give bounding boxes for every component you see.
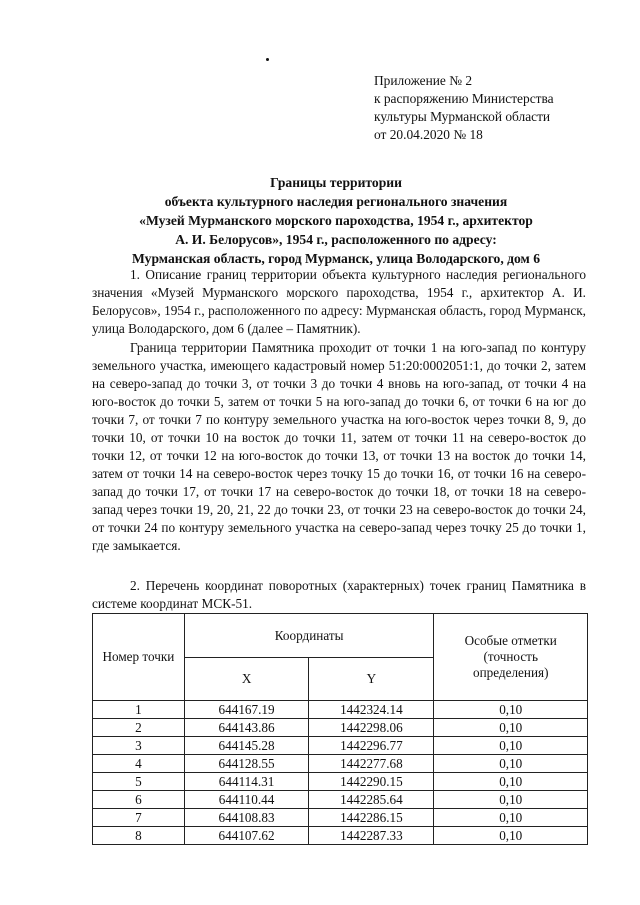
cell-point-number: 7 <box>93 809 185 827</box>
appendix-header <box>374 72 614 144</box>
title-line: Мурманская область, город Мурманск, улица Володарского, дом 6 <box>132 251 540 266</box>
paragraph-coordinates-list-intro: 2. Перечень координат поворотных (характерных) точек границ Памятника в системе координат МСК-51. <box>92 578 586 611</box>
cell-x: 644110.44 <box>184 791 309 809</box>
table-row <box>93 737 588 755</box>
scan-speck <box>266 58 269 61</box>
cell-note: 0,10 <box>434 809 588 827</box>
cell-x: 644108.83 <box>184 809 309 827</box>
cell-y: 1442296.77 <box>309 737 434 755</box>
appendix-line: от 20.04.2020 № 18 <box>374 127 483 142</box>
coordinates-table <box>92 613 588 845</box>
cell-note: 0,10 <box>434 755 588 773</box>
paragraph-boundary-route: Граница территории Памятника проходит от точки 1 на юго-запад по контуру земельного участка, имеющего кадастровый номер 51:20:0002051:1, до точки 2, затем на северо-запад до точки 3, от точки 3 до точки 4 вновь на юго-запад, от точки 4 на юго-восток до точки 5, затем от точки 5 на юго-запад до точки 6, от точки 6 на юг до точки 7, от точки 7 по контуру земельного участка на юго-восток через точки 8, 9, до точки 10, от точки 10 на восток до точки 11, затем от точки 11 на северо-восток до точки 12, от точки 12 на юго-восток до точки 13, от точки 13 на восток до точки 14, затем от точки 14 на северо-восток через точку 15 до точки 16, от точки 16 на северо-запад до точки 17, от точки 17 на северо-восток до точки 18, от точки 18 на северо-запад через точки 19, 20, 21, 22 до точки 23, от точки 23 на северо-восток до точки 24, от точки 24 по контуру земельного участка на северо-запад через точку 25 до точки 1, где замыкается. <box>92 340 586 553</box>
table-row <box>93 773 588 791</box>
table-row <box>93 701 588 719</box>
document-title <box>60 173 612 268</box>
cell-x: 644128.55 <box>184 755 309 773</box>
paragraph-boundary-description-intro: 1. Описание границ территории объекта культурного наследия регионального значения «Музей Мурманского морского пароходства, 1954 г., архитектор А. И. Белорусов», 1954 г., расположенного по адресу: Мурманская область, город Мурманск, улица Володарского, дом 6 (далее – Памятник). <box>92 267 586 336</box>
appendix-line: Приложение № 2 <box>374 73 473 88</box>
cell-point-number: 2 <box>93 719 185 737</box>
cell-x: 644167.19 <box>184 701 309 719</box>
appendix-line: к распоряжению Министерства <box>374 91 554 106</box>
cell-x: 644114.31 <box>184 773 309 791</box>
cell-point-number: 5 <box>93 773 185 791</box>
header-coordinates: Координаты <box>184 614 434 658</box>
cell-y: 1442286.15 <box>309 809 434 827</box>
header-y: Y <box>309 658 434 701</box>
cell-point-number: 8 <box>93 827 185 845</box>
cell-note: 0,10 <box>434 791 588 809</box>
cell-point-number: 3 <box>93 737 185 755</box>
header-point-number: Номер точки <box>93 614 185 701</box>
cell-x: 644145.28 <box>184 737 309 755</box>
table-row <box>93 827 588 845</box>
cell-x: 644143.86 <box>184 719 309 737</box>
title-line: объекта культурного наследия регионального значения <box>164 194 508 209</box>
cell-note: 0,10 <box>434 701 588 719</box>
cell-x: 644107.62 <box>184 827 309 845</box>
cell-point-number: 6 <box>93 791 185 809</box>
cell-note: 0,10 <box>434 827 588 845</box>
cell-y: 1442277.68 <box>309 755 434 773</box>
title-line: «Музей Мурманского морского пароходства, 1954 г., архитектор <box>139 213 533 228</box>
cell-y: 1442285.64 <box>309 791 434 809</box>
cell-y: 1442290.15 <box>309 773 434 791</box>
cell-note: 0,10 <box>434 719 588 737</box>
title-line: Границы территории <box>270 175 402 190</box>
cell-y: 1442298.06 <box>309 719 434 737</box>
title-line: А. И. Белорусов», 1954 г., расположенного по адресу: <box>175 232 497 247</box>
cell-y: 1442287.33 <box>309 827 434 845</box>
cell-point-number: 1 <box>93 701 185 719</box>
table-row <box>93 791 588 809</box>
table-row <box>93 719 588 737</box>
cell-note: 0,10 <box>434 773 588 791</box>
appendix-line: культуры Мурманской области <box>374 109 551 124</box>
table-row <box>93 755 588 773</box>
header-x: X <box>184 658 309 701</box>
cell-note: 0,10 <box>434 737 588 755</box>
cell-y: 1442324.14 <box>309 701 434 719</box>
table-row <box>93 809 588 827</box>
cell-point-number: 4 <box>93 755 185 773</box>
header-notes: Особые отметки (точность определения) <box>434 614 588 701</box>
